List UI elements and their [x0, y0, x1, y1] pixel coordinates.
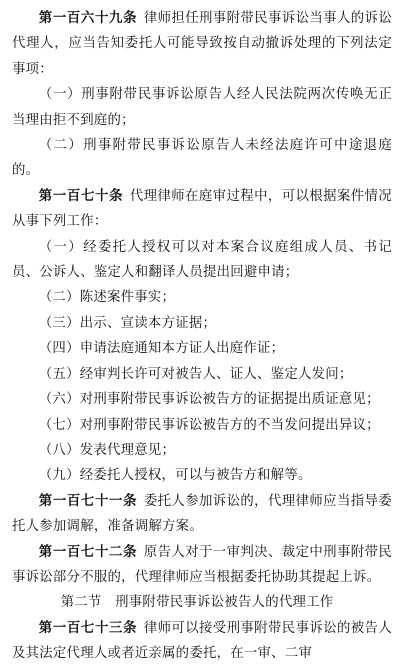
article-172-number: 第一百七十二条 — [38, 544, 138, 560]
article-170-paragraph — [12, 184, 392, 235]
article-171-number: 第一百七十一条 — [38, 493, 138, 509]
article-172-text: 原告人对于一审判决、裁定中刑事附带民事诉讼部分不服的，代理律师应当根据委托协助其提起上诉。 — [12, 544, 392, 585]
article-170-item-6: （六）对刑事附带民事诉讼被告方的证据提出质证意见； — [38, 392, 380, 408]
section-2-title: 第二节 刑事附带民事诉讼被告人的代理工作 — [60, 595, 334, 611]
article-170-item-8: （八）发表代理意见； — [38, 442, 176, 458]
article-171-text: 委托人参加诉讼的，代理律师应当指导委托人参加调解，准备调解方案。 — [12, 493, 392, 535]
article-170-item-4: （四）申请法庭通知本方证人出庭作证； — [38, 341, 285, 357]
article-170-number: 第一百七十条 — [38, 188, 124, 204]
article-169-number: 第一百六十九条 — [38, 11, 138, 26]
article-172-paragraph — [12, 540, 392, 591]
article-170-item-1: （一）经委托人授权可以对本案合议庭组成人员、书记员、公诉人、鉴定人和翻译人员提出回避申请； — [12, 239, 392, 281]
article-173-paragraph — [12, 616, 392, 667]
article-170-item-9: （九）经委托人授权，可以与被告方和解等。 — [38, 468, 312, 484]
article-170-item-2: （二）陈述案件事实； — [38, 290, 176, 306]
article-173-number: 第一百七十三条 — [38, 620, 138, 636]
article-170-item-7: （七）对刑事附带民事诉讼被告方的不当发问提出异议； — [38, 417, 380, 433]
article-170-item-3: （三）出示、宣读本方证据； — [38, 315, 217, 331]
article-169-paragraph — [12, 6, 392, 82]
article-173-text: 律师可以接受刑事附带民事诉讼的被告人及其法定代理人或者近亲属的委托，在一审、二审 — [12, 620, 392, 662]
article-170-text: 代理律师在庭审过程中，可以根据案件情况从事下列工作： — [12, 188, 392, 230]
article-169-text: 律师担任刑事附带民事诉讼当事人的诉讼代理人，应当告知委托人可能导致按自动撤诉处理的下列法定事项： — [12, 11, 392, 77]
article-169-item-2: （二）刑事附带民事诉讼原告人未经法庭许可中途退庭的。 — [12, 138, 392, 179]
article-171-paragraph — [12, 489, 392, 540]
article-170-item-5: （五）经审判长许可对被告人、证人、鉴定人发问； — [38, 366, 353, 382]
article-169-item-1: （一）刑事附带民事诉讼原告人经人民法院两次传唤无正当理由拒不到庭的； — [12, 87, 392, 128]
